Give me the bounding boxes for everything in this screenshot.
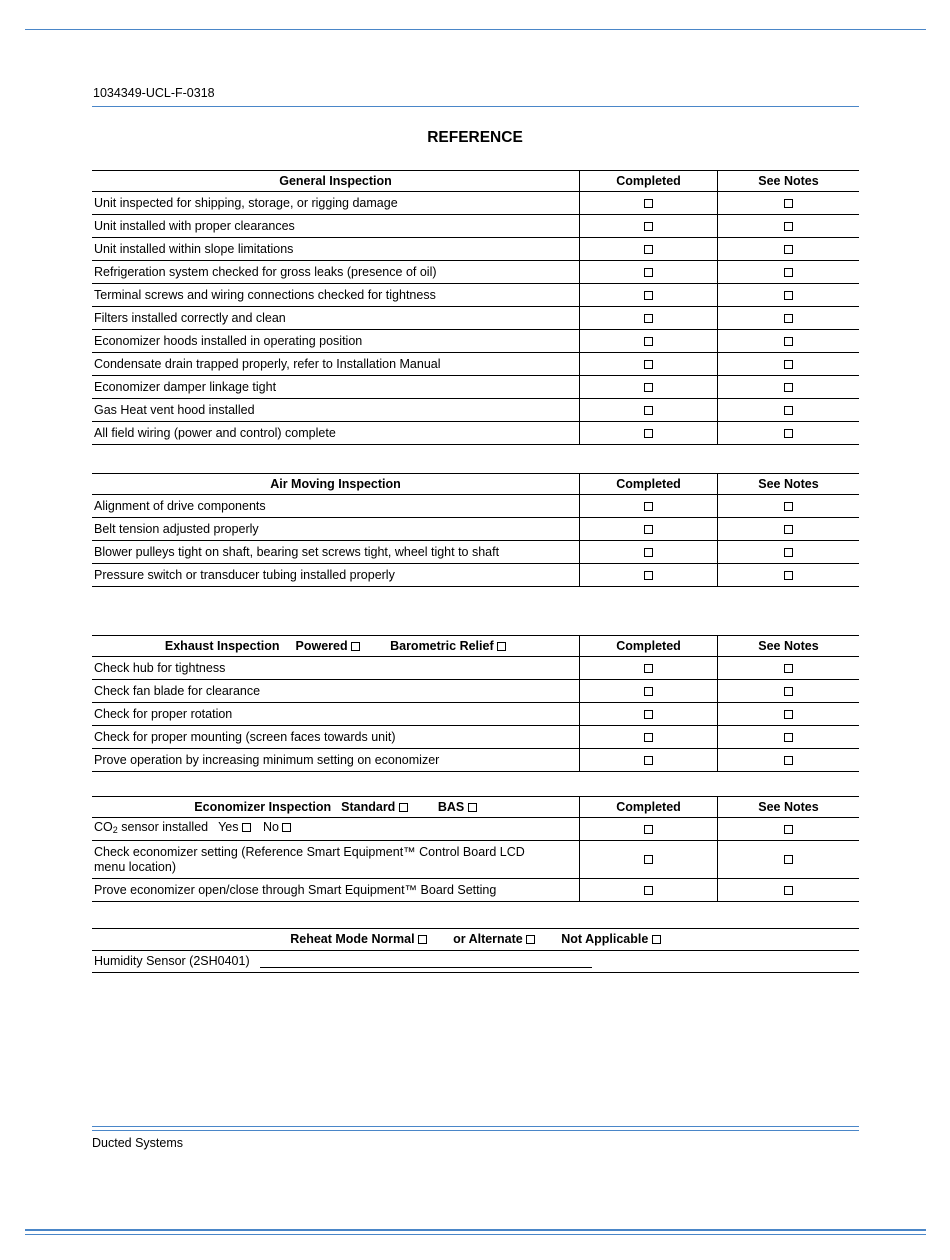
exhaust-inspection-title: Exhaust Inspection [164,639,280,653]
humidity-sensor-field[interactable] [260,967,592,968]
see-notes-checkbox[interactable] [784,337,793,346]
completed-checkbox[interactable] [644,406,653,415]
table-row [92,307,859,330]
row-label: Blower pulleys tight on shaft, bearing set screws tight, wheel tight to shaft [92,541,580,564]
general-inspection-header: General Inspection [92,171,580,192]
see-notes-checkbox[interactable] [784,825,793,834]
table-row [92,192,859,215]
reheat-mid-rule [92,950,859,951]
table-row [92,541,859,564]
completed-checkbox[interactable] [644,687,653,696]
exhaust-inspection-header [92,636,580,657]
bottom-page-rule-thin [25,1234,926,1235]
table-row [92,238,859,261]
completed-checkbox[interactable] [644,268,653,277]
see-notes-checkbox[interactable] [784,548,793,557]
row-label: Check economizer setting (Reference Smart Equipment™ Control Board LCD menu location) [92,841,580,879]
table-row [92,284,859,307]
see-notes-header: See Notes [718,636,860,657]
see-notes-checkbox[interactable] [784,429,793,438]
completed-checkbox[interactable] [644,710,653,719]
table-row [92,422,859,445]
completed-checkbox[interactable] [644,429,653,438]
completed-header: Completed [580,171,718,192]
powered-label: Powered [295,639,348,653]
table-row [92,261,859,284]
see-notes-checkbox[interactable] [784,245,793,254]
header-rule [92,106,859,107]
see-notes-checkbox[interactable] [784,733,793,742]
completed-checkbox[interactable] [644,199,653,208]
see-notes-checkbox[interactable] [784,525,793,534]
completed-checkbox[interactable] [644,360,653,369]
see-notes-header: See Notes [718,474,860,495]
co2-yes-checkbox[interactable] [242,823,251,832]
barometric-relief-checkbox[interactable] [497,642,506,651]
completed-checkbox[interactable] [644,548,653,557]
see-notes-checkbox[interactable] [784,502,793,511]
row-label: Pressure switch or transducer tubing installed properly [92,564,580,587]
table-row [92,564,859,587]
co2-sensor-row-label [92,818,580,841]
see-notes-checkbox[interactable] [784,710,793,719]
see-notes-checkbox[interactable] [784,687,793,696]
row-label: Belt tension adjusted properly [92,518,580,541]
see-notes-checkbox[interactable] [784,406,793,415]
row-label: Economizer hoods installed in operating position [92,330,580,353]
table-row [92,657,859,680]
see-notes-header: See Notes [718,797,860,818]
completed-checkbox[interactable] [644,855,653,864]
economizer-inspection-table [92,796,859,902]
completed-header: Completed [580,474,718,495]
see-notes-header: See Notes [718,171,860,192]
see-notes-checkbox[interactable] [784,360,793,369]
completed-checkbox[interactable] [644,245,653,254]
completed-checkbox[interactable] [644,525,653,534]
row-label: Unit installed with proper clearances [92,215,580,238]
see-notes-checkbox[interactable] [784,571,793,580]
completed-checkbox[interactable] [644,664,653,673]
row-label: Prove economizer open/close through Smart Equipment™ Board Setting [92,879,580,902]
alternate-checkbox[interactable] [526,935,535,944]
see-notes-checkbox[interactable] [784,756,793,765]
not-applicable-checkbox[interactable] [652,935,661,944]
table-row [92,726,859,749]
table-row [92,353,859,376]
table-row [92,215,859,238]
co2-prefix: CO [94,820,113,834]
completed-checkbox[interactable] [644,733,653,742]
co2-no-label: No [262,820,279,834]
reheat-mode-label: Reheat Mode [290,932,369,946]
completed-checkbox[interactable] [644,886,653,895]
see-notes-checkbox[interactable] [784,268,793,277]
row-label: Unit installed within slope limitations [92,238,580,261]
completed-checkbox[interactable] [644,571,653,580]
completed-checkbox[interactable] [644,291,653,300]
row-label: Economizer damper linkage tight [92,376,580,399]
reheat-mode-header [92,930,859,950]
see-notes-checkbox[interactable] [784,222,793,231]
row-label: Prove operation by increasing minimum setting on economizer [92,749,580,772]
footer-rule-upper [92,1126,859,1127]
doc-number: 1034349-UCL-F-0318 [93,86,215,100]
table-row [92,376,859,399]
normal-checkbox[interactable] [418,935,427,944]
row-label: Check for proper rotation [92,703,580,726]
normal-label: Normal [371,932,415,946]
standard-checkbox[interactable] [399,803,408,812]
footer-rule-lower [92,1130,859,1131]
see-notes-checkbox[interactable] [784,314,793,323]
bas-label: BAS [437,800,465,814]
completed-checkbox[interactable] [644,222,653,231]
air-moving-inspection-header: Air Moving Inspection [92,474,580,495]
bas-checkbox[interactable] [468,803,477,812]
row-label: Alignment of drive components [92,495,580,518]
row-label: Gas Heat vent hood installed [92,399,580,422]
table-row [92,495,859,518]
page-title: REFERENCE [427,129,523,146]
completed-checkbox[interactable] [644,502,653,511]
row-label: Check for proper mounting (screen faces towards unit) [92,726,580,749]
completed-header: Completed [580,636,718,657]
bottom-page-rule-thick [25,1229,926,1231]
co2-yes-label: Yes [218,820,239,834]
row-label: Terminal screws and wiring connections checked for tightness [92,284,580,307]
table-row [92,399,859,422]
row-label: Check fan blade for clearance [92,680,580,703]
row-label: Check hub for tightness [92,657,580,680]
completed-checkbox[interactable] [644,825,653,834]
standard-label: Standard [341,800,396,814]
air-moving-inspection-table [92,473,859,587]
row-label: Unit inspected for shipping, storage, or rigging damage [92,192,580,215]
see-notes-checkbox[interactable] [784,664,793,673]
row-label: Filters installed correctly and clean [92,307,580,330]
alternate-label: or Alternate [453,932,523,946]
barometric-relief-label: Barometric Relief [390,639,494,653]
completed-checkbox[interactable] [644,383,653,392]
table-row [92,330,859,353]
reheat-bottom-rule [92,972,859,973]
row-label: All field wiring (power and control) complete [92,422,580,445]
see-notes-checkbox[interactable] [784,291,793,300]
general-inspection-table [92,170,859,445]
humidity-sensor-label: Humidity Sensor (2SH0401) [94,954,250,968]
completed-checkbox[interactable] [644,756,653,765]
table-row [92,680,859,703]
economizer-inspection-header [92,797,580,818]
not-applicable-label: Not Applicable [561,932,649,946]
table-row [92,518,859,541]
table-row [92,879,859,902]
row-label: Refrigeration system checked for gross leaks (presence of oil) [92,261,580,284]
see-notes-checkbox[interactable] [784,199,793,208]
table-row [92,841,859,879]
see-notes-checkbox[interactable] [784,886,793,895]
see-notes-checkbox[interactable] [784,855,793,864]
economizer-inspection-title: Economizer Inspection [194,800,332,814]
completed-checkbox[interactable] [644,314,653,323]
see-notes-checkbox[interactable] [784,383,793,392]
co2-suffix: sensor installed [117,820,209,834]
table-row [92,749,859,772]
co2-subscript: 2 [112,825,118,835]
co2-no-checkbox[interactable] [282,823,291,832]
row-label: Condensate drain trapped properly, refer to Installation Manual [92,353,580,376]
top-page-rule [25,29,926,30]
footer-text: Ducted Systems [92,1136,184,1150]
completed-header: Completed [580,797,718,818]
table-row [92,818,859,841]
exhaust-inspection-table [92,635,859,772]
reheat-top-rule [92,928,859,929]
powered-checkbox[interactable] [351,642,360,651]
completed-checkbox[interactable] [644,337,653,346]
table-row [92,703,859,726]
